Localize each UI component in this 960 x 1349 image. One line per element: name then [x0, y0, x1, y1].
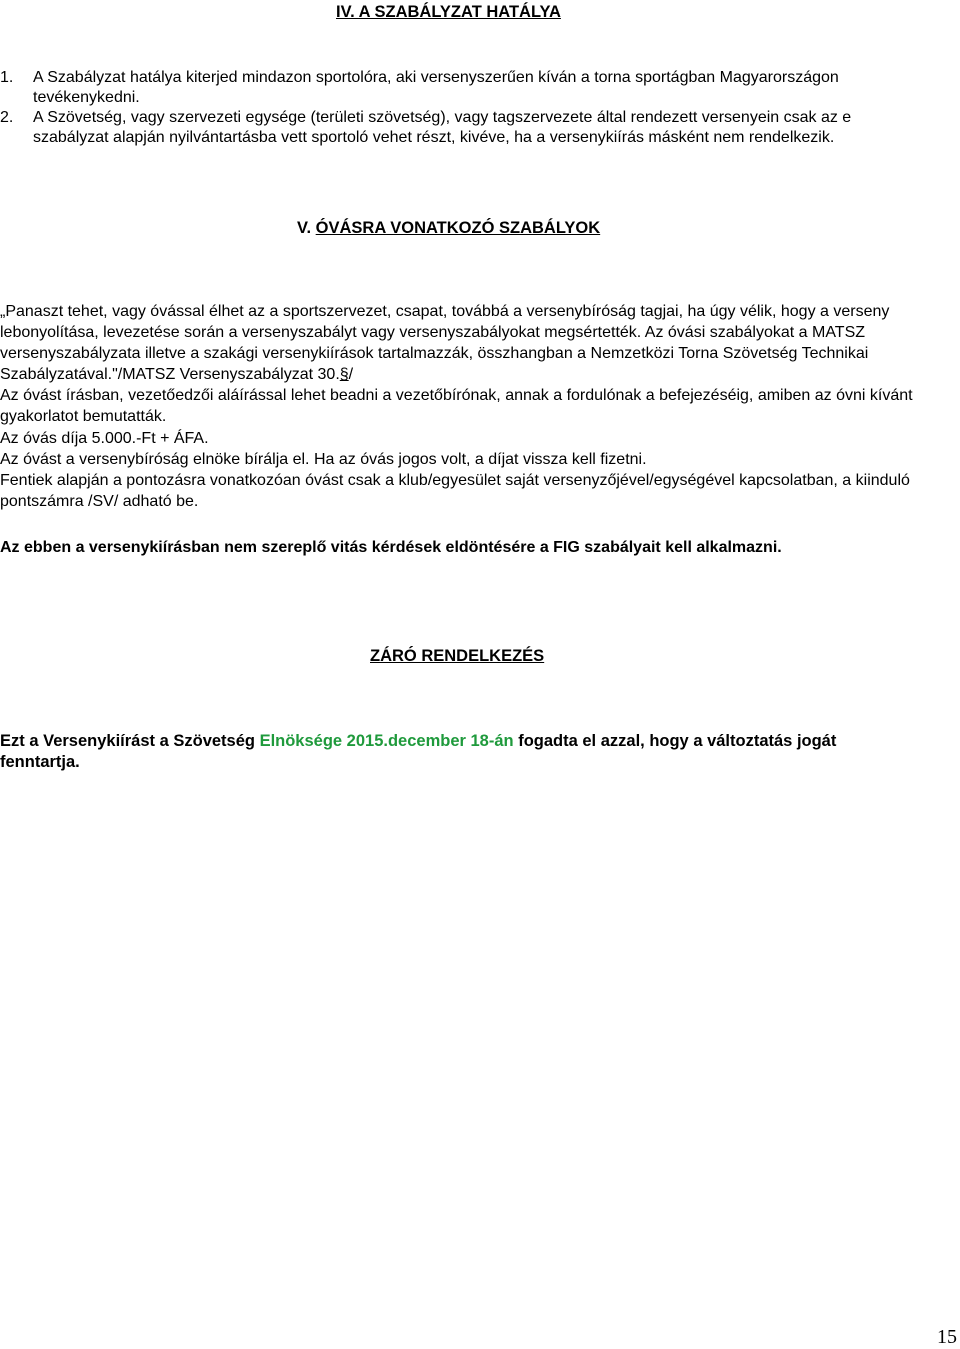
closing-heading: ZÁRÓ RENDELKEZÉS: [370, 647, 545, 665]
paragraph: Fentiek alapján a pontozásra vonatkozóan óvást csak a klub/egyesület saját versenyzőjével/egységével kapcsolatban, a kiinduló pontszámra /SV/ adható be.: [0, 471, 910, 510]
list-item-text: A Szabályzat hatálya kiterjed mindazon sportolóra, aki versenyszerűen kíván a torna sportágban Magyarországon tevékenykedni.: [33, 69, 839, 106]
paragraph: [0, 301, 940, 385]
list-item-number: 1.: [0, 69, 14, 86]
protest-rules-body: [0, 301, 940, 512]
scope-list: [0, 68, 930, 148]
closing-highlight: Elnöksége 2015.december 18-án: [259, 732, 514, 750]
section-4-heading: IV. A SZABÁLYZAT HATÁLYA: [336, 3, 561, 21]
paragraph: Az óvást a versenybíróság elnöke bírálja el. Ha az óvás jogos volt, a díjat vissza kell fizetni.: [0, 450, 647, 468]
paragraph-text: „Panaszt tehet, vagy óvással élhet az a sportszervezet, csapat, továbbá a versenybíróság tagjai, ha úgy vélik, hogy a verseny lebonyolítása, levezetése során a versenyszabályt vagy versenyszabályokat megsértették. Az óvási szabályokat a MATSZ versenyszabályzata illetve a szakági versenykiírások tartalmazzák, összhangban a Nemzetközi Torna Szövetség Technikai Szabályzatával."/MATSZ Versenyszabályzat 30.: [0, 303, 890, 384]
closing-statement: [0, 731, 900, 773]
list-item-text: A Szövetség, vagy szervezeti egysége (területi szövetség), vagy tagszervezete által rendezett versenyein csak az e szabályzat alapján nyilvántartásba vett sportoló vehet részt, kivéve, ha a versenykiírás másként nem rendelkezik.: [33, 109, 852, 146]
list-item: [0, 108, 930, 148]
fig-rules-statement: Az ebben a versenykiírásban nem szereplő vitás kérdések eldöntésére a FIG szabályait kell alkalmazni.: [0, 539, 782, 556]
paragraph: Az óvás díja 5.000.-Ft + ÁFA.: [0, 429, 209, 447]
closing-text-part1: Ezt a Versenykiírást a Szövetség: [0, 732, 260, 750]
list-item: [0, 68, 930, 108]
section-5-heading-text: ÓVÁSRA VONATKOZÓ SZABÁLYOK: [315, 219, 601, 237]
page-number: 15: [937, 1326, 957, 1348]
paragraph-end: /: [348, 366, 354, 384]
section-5-heading: [297, 219, 600, 238]
closing-text-part2: fogadta el azzal, hogy a változtatás jogát fenntartja.: [0, 732, 837, 771]
paragraph: Az óvást írásban, vezetőedzői aláírással lehet beadni a vezetőbírónak, annak a fordulónak a befejezéséig, amiben az óvni kívánt gyakorlatot bemutatták.: [0, 387, 913, 426]
list-item-number: 2.: [0, 109, 14, 126]
section-sign: §: [339, 366, 349, 384]
section-5-heading-prefix: V.: [297, 219, 316, 237]
